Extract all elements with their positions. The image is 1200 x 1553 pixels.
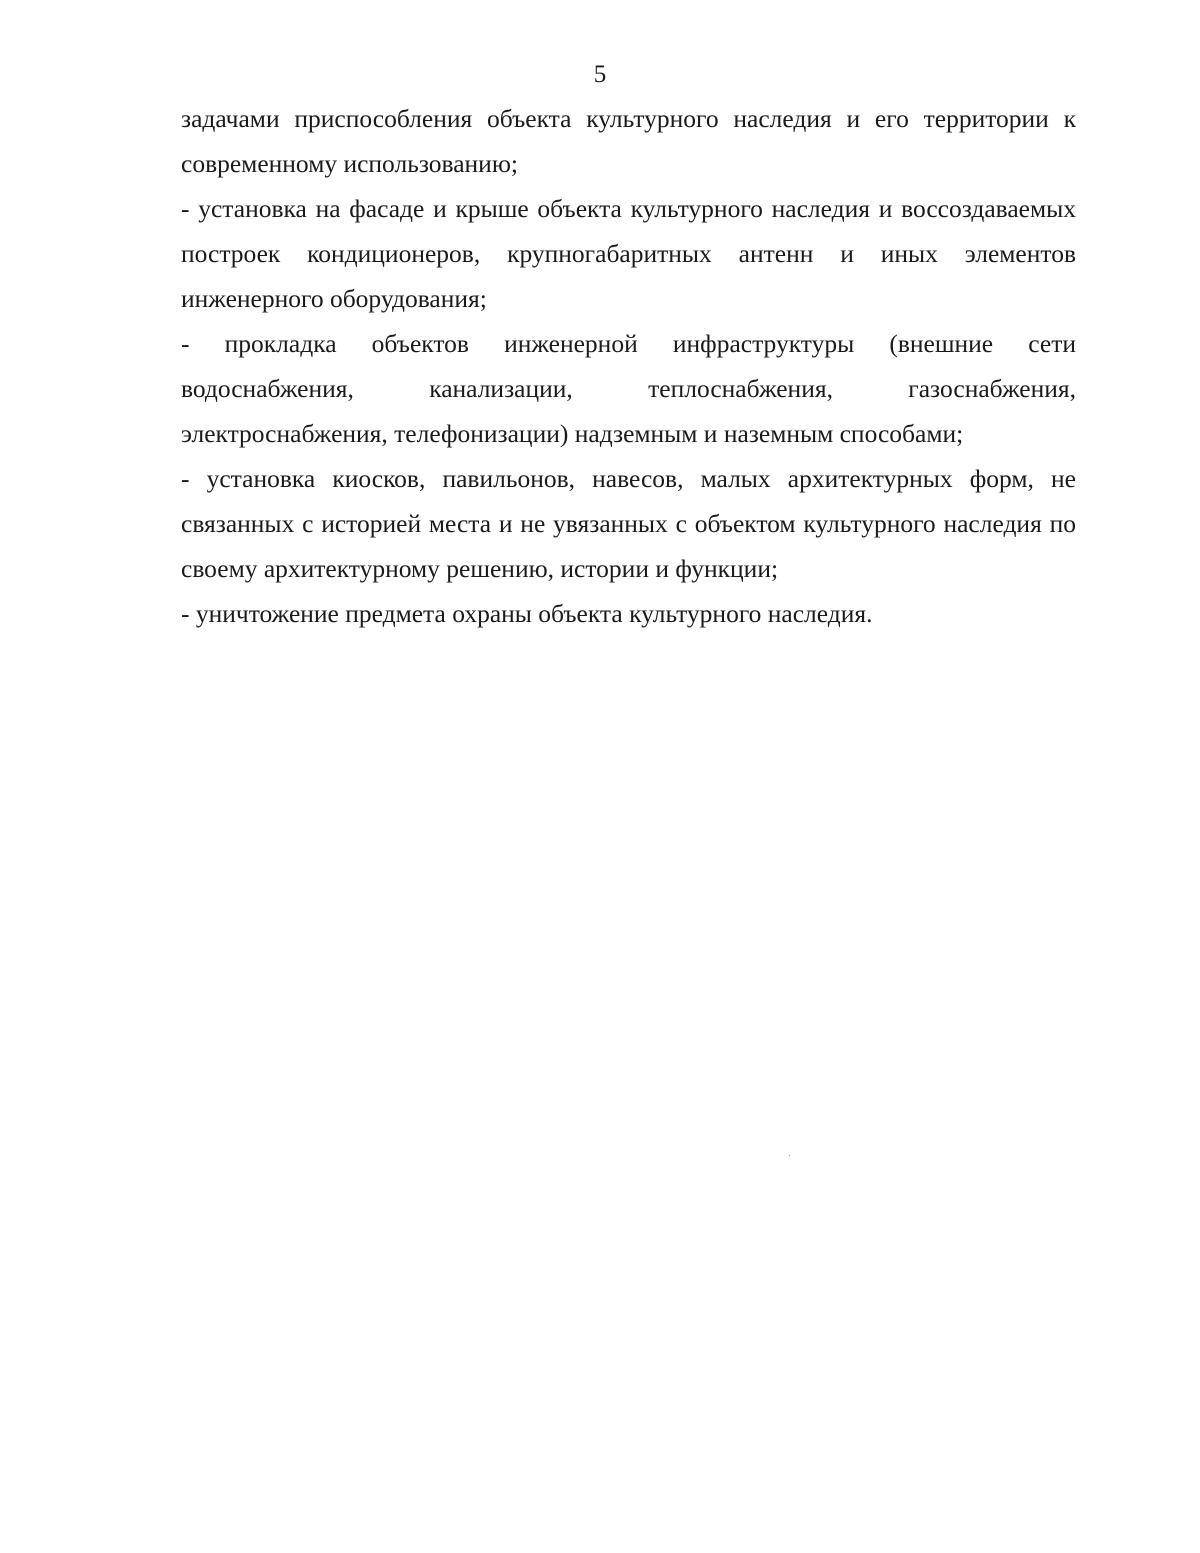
paragraph-adaptation-tasks: задачами приспособления объекта культурного наследия и его территории к современному использованию; xyxy=(181,104,1076,178)
paragraph-destruction: - уничтожение предмета охраны объекта культурного наследия. xyxy=(181,599,873,628)
scan-speck xyxy=(789,1155,790,1156)
document-body xyxy=(181,96,1076,636)
paragraph-infrastructure-laying: - прокладка объектов инженерной инфраструктуры (внешние сети водоснабжения, канализации, теплоснабжения, газоснабжения, электроснабжения, телефонизации) надземным и наземным способами; xyxy=(181,329,1076,448)
paragraph-equipment-installation: - установка на фасаде и крыше объекта культурного наследия и воссоздаваемых построек кондиционеров, крупногабаритных антенн и иных элементов инженерного оборудования; xyxy=(181,194,1076,313)
paragraph-kiosk-installation: - установка киосков, павильонов, навесов, малых архитектурных форм, не связанных с историей места и не увязанных с объектом культурного наследия по своему архитектурному решению, истории и функции; xyxy=(181,464,1076,583)
page-number: 5 xyxy=(593,61,607,88)
